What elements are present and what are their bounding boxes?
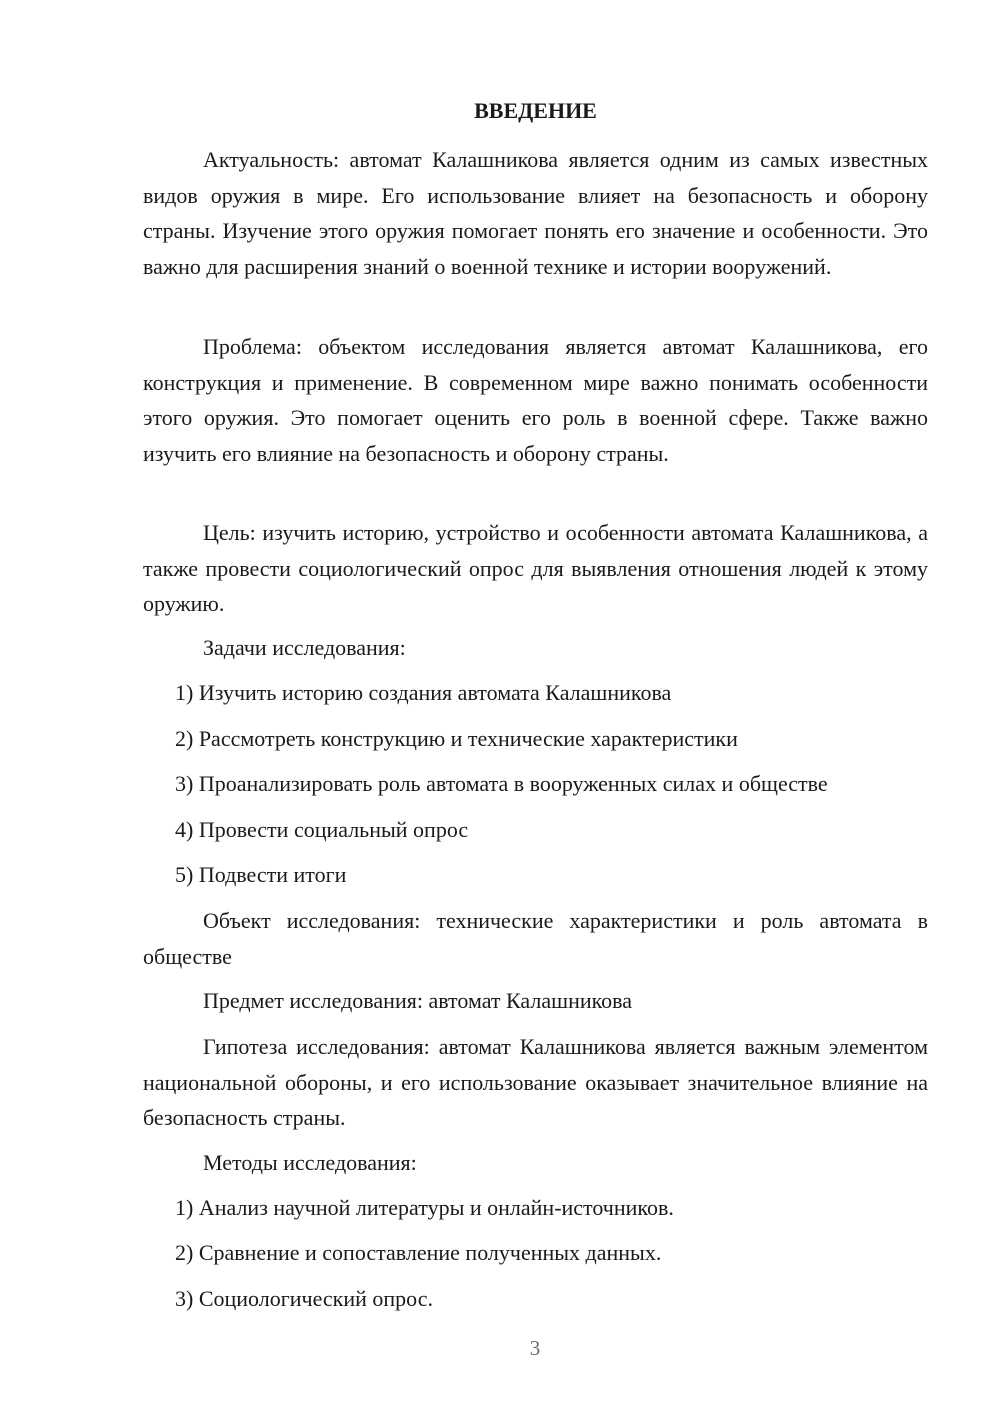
list-item: 2) Сравнение и сопоставление полученных данных.: [175, 1240, 662, 1265]
subject-paragraph: Предмет исследования: автомат Калашникова: [203, 988, 633, 1013]
list-item: 5) Подвести итоги: [175, 862, 347, 887]
relevance-paragraph: Актуальность: автомат Калашникова является одним из самых известных видов оружия в мире. Его использование влияет на безопасность и оборону страны. Изучение этого оружия помогает понять его значение и особенности. Это важно для расширения знаний о военной технике и истории вооружений.: [143, 147, 928, 279]
goal-paragraph: Цель: изучить историю, устройство и особенности автомата Калашникова, а также провести социологический опрос для выявления отношения людей к этому оружию.: [143, 520, 928, 616]
problem-paragraph: Проблема: объектом исследования является автомат Калашникова, его конструкция и применение. В современном мире важно понимать особенности этого оружия. Это помогает оценить его роль в военной сфере. Также важно изучить его влияние на безопасность и оборону страны.: [143, 334, 928, 466]
list-item: 3) Социологический опрос.: [175, 1286, 433, 1311]
page-number: 3: [529, 1336, 541, 1360]
hypothesis-paragraph: Гипотеза исследования: автомат Калашникова является важным элементом национальной обороны, и его использование оказывает значительное влияние на безопасность страны.: [143, 1034, 928, 1130]
list-item: 1) Анализ научной литературы и онлайн-источников.: [175, 1195, 674, 1220]
object-paragraph: Объект исследования: технические характеристики и роль автомата в обществе: [143, 908, 928, 969]
section-heading: ВВЕДЕНИЕ: [474, 98, 597, 123]
list-item: 2) Рассмотреть конструкцию и технические характеристики: [175, 726, 738, 751]
list-item: 3) Проанализировать роль автомата в вооруженных силах и обществе: [175, 771, 828, 796]
list-item: 4) Провести социальный опрос: [175, 817, 469, 842]
methods-title: Методы исследования:: [203, 1150, 417, 1175]
tasks-title: Задачи исследования:: [203, 635, 406, 660]
list-item: 1) Изучить историю создания автомата Калашникова: [175, 680, 672, 705]
